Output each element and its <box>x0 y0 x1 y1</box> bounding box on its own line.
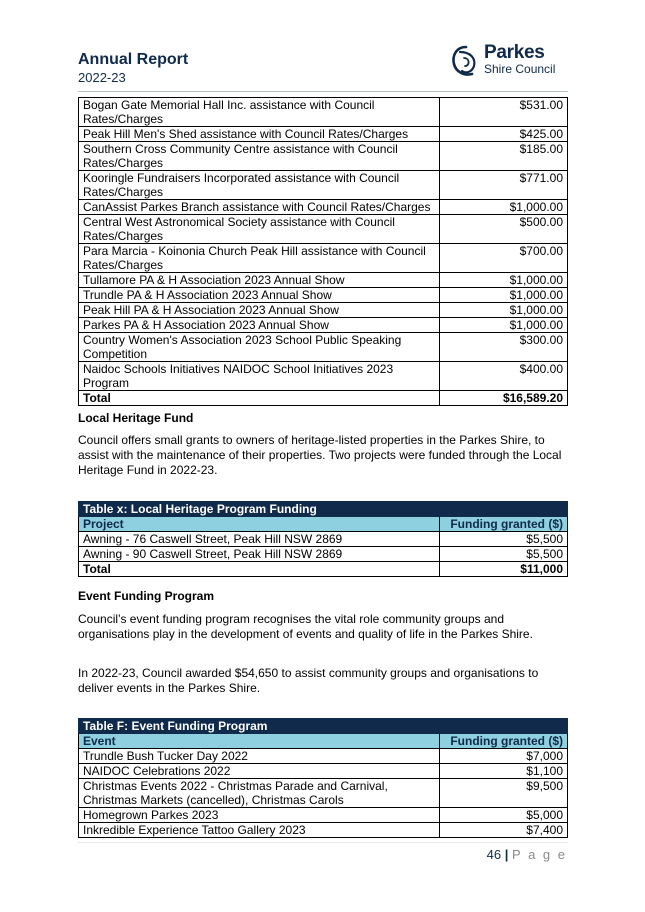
row-amount: $5,000 <box>440 808 568 823</box>
page-number <box>487 847 567 862</box>
row-description: Peak Hill Men's Shed assistance with Council Rates/Charges <box>79 127 440 142</box>
table-row <box>79 98 568 127</box>
row-description: Tullamore PA & H Association 2023 Annual Show <box>79 273 440 288</box>
report-title: Annual Report <box>78 51 189 68</box>
row-description: NAIDOC Celebrations 2022 <box>79 764 440 779</box>
row-description: Homegrown Parkes 2023 <box>79 808 440 823</box>
row-amount: $425.00 <box>440 127 568 142</box>
table-row <box>79 303 568 318</box>
column-header-event: Event <box>79 734 440 749</box>
logo-subtitle: Shire Council <box>484 62 556 76</box>
row-description: Awning - 90 Caswell Street, Peak Hill NSW 2869 <box>79 547 440 562</box>
heritage-paragraph: Council offers small grants to owners of heritage-listed properties in the Parkes Shire, to assist with the maintenance of their properties. Two projects were funded through the Local Heritage Fund in 2022-23. <box>78 433 562 477</box>
row-amount: $1,000.00 <box>440 273 568 288</box>
heritage-heading: Local Heritage Fund <box>78 411 194 425</box>
page-header <box>78 42 568 92</box>
table-row <box>79 244 568 273</box>
footer-divider <box>78 842 568 843</box>
table-row <box>79 362 568 391</box>
row-description: Bogan Gate Memorial Hall Inc. assistance with Council Rates/Charges <box>79 98 440 127</box>
community-grants-table <box>78 97 568 406</box>
row-amount: $400.00 <box>440 362 568 391</box>
page-number-value: 46 <box>486 847 502 862</box>
table-header-row <box>79 517 568 532</box>
total-label: Total <box>79 391 440 406</box>
table-caption: Table F: Event Funding Program <box>79 719 568 734</box>
row-amount: $771.00 <box>440 171 568 200</box>
row-description: Parkes PA & H Association 2023 Annual Show <box>79 318 440 333</box>
row-description: Awning - 76 Caswell Street, Peak Hill NSW 2869 <box>79 532 440 547</box>
table-row <box>79 808 568 823</box>
table-row <box>79 288 568 303</box>
heritage-funding-table <box>78 501 568 577</box>
table-total-row <box>79 391 568 406</box>
table-row <box>79 764 568 779</box>
event-heading: Event Funding Program <box>78 589 215 603</box>
column-header-funding: Funding granted ($) <box>440 517 568 532</box>
table-total-row <box>79 562 568 577</box>
page-separator: | <box>504 847 509 862</box>
row-amount: $700.00 <box>440 244 568 273</box>
logo-name: Parkes <box>484 42 545 63</box>
row-amount: $300.00 <box>440 333 568 362</box>
table-row <box>79 200 568 215</box>
council-logo <box>450 42 568 82</box>
total-label: Total <box>79 562 440 577</box>
row-description: Peak Hill PA & H Association 2023 Annual Show <box>79 303 440 318</box>
table-row <box>79 215 568 244</box>
table-row <box>79 779 568 808</box>
row-description: Central West Astronomical Society assistance with Council Rates/Charges <box>79 215 440 244</box>
row-amount: $1,000.00 <box>440 303 568 318</box>
row-description: Country Women's Association 2023 School Public Speaking Competition <box>79 333 440 362</box>
table-header-row <box>79 734 568 749</box>
row-description: Christmas Events 2022 - Christmas Parade and Carnival, Christmas Markets (cancelled), Christmas Carols <box>79 779 440 808</box>
table-row <box>79 823 568 838</box>
row-amount: $1,000.00 <box>440 318 568 333</box>
table-caption-row <box>79 502 568 517</box>
row-amount: $531.00 <box>440 98 568 127</box>
row-amount: $5,500 <box>440 532 568 547</box>
table-row <box>79 532 568 547</box>
row-description: Para Marcia - Koinonia Church Peak Hill assistance with Council Rates/Charges <box>79 244 440 273</box>
event-paragraph-2: In 2022-23, Council awarded $54,650 to assist community groups and organisations to deliver events in the Parkes Shire. <box>78 666 539 695</box>
report-year: 2022-23 <box>78 70 126 85</box>
row-amount: $185.00 <box>440 142 568 171</box>
table-row <box>79 127 568 142</box>
event-funding-table <box>78 718 568 838</box>
row-amount: $1,100 <box>440 764 568 779</box>
table-row <box>79 333 568 362</box>
table-caption: Table x: Local Heritage Program Funding <box>79 502 568 517</box>
row-amount: $7,400 <box>440 823 568 838</box>
table-caption-row <box>79 719 568 734</box>
row-amount: $1,000.00 <box>440 288 568 303</box>
header-divider <box>78 91 568 92</box>
table-row <box>79 749 568 764</box>
row-amount: $1,000.00 <box>440 200 568 215</box>
total-amount: $16,589.20 <box>440 391 568 406</box>
parkes-swirl-icon <box>450 44 482 78</box>
table-row <box>79 318 568 333</box>
row-description: CanAssist Parkes Branch assistance with Council Rates/Charges <box>79 200 440 215</box>
row-description: Naidoc Schools Initiatives NAIDOC School Initiatives 2023 Program <box>79 362 440 391</box>
row-amount: $7,000 <box>440 749 568 764</box>
total-amount: $11,000 <box>440 562 568 577</box>
table-row <box>79 273 568 288</box>
column-header-funding: Funding granted ($) <box>440 734 568 749</box>
page-word: P a g e <box>512 847 567 862</box>
row-description: Inkredible Experience Tattoo Gallery 2023 <box>79 823 440 838</box>
row-amount: $9,500 <box>440 779 568 808</box>
column-header-project: Project <box>79 517 440 532</box>
row-description: Southern Cross Community Centre assistance with Council Rates/Charges <box>79 142 440 171</box>
row-amount: $5,500 <box>440 547 568 562</box>
row-description: Kooringle Fundraisers Incorporated assistance with Council Rates/Charges <box>79 171 440 200</box>
row-description: Trundle Bush Tucker Day 2022 <box>79 749 440 764</box>
row-amount: $500.00 <box>440 215 568 244</box>
row-description: Trundle PA & H Association 2023 Annual Show <box>79 288 440 303</box>
table-row <box>79 142 568 171</box>
event-paragraph-1: Council’s event funding program recognises the vital role community groups and organisations play in the development of events and quality of life in the Parkes Shire. <box>78 612 533 641</box>
table-row <box>79 547 568 562</box>
table-row <box>79 171 568 200</box>
